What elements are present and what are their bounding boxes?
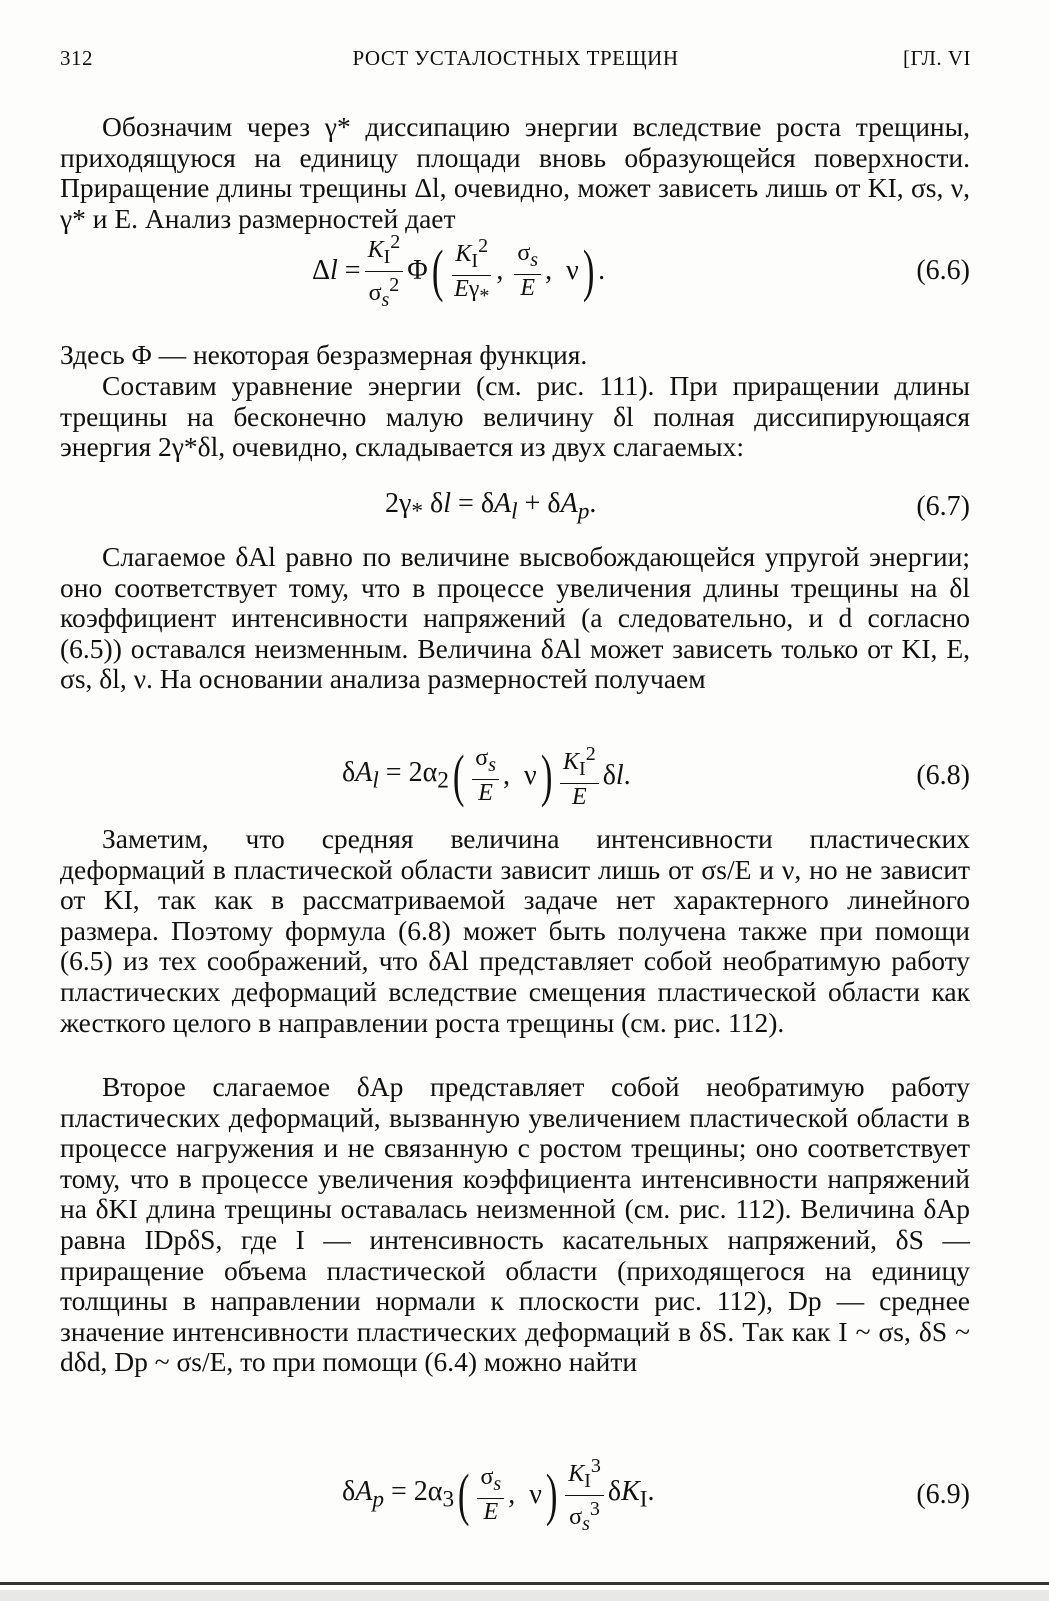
equation-number: (6.6) bbox=[916, 255, 970, 286]
paragraph-4: Слагаемое δAl равно по величине высвобождающейся упругой энергии; оно соответствует тому, что в процессе увеличения длины трещины на δl коэффициент интенсивности напряжений (а следовательно, и d согласно (6.5)) оставался неизменным. Величина δAl может зависеть только от KI, E, σs, δl, ν. На основании анализа размерностей получаем bbox=[60, 541, 970, 695]
paragraph-6: Второе слагаемое δAp представляет собой необратимую работу пластических деформаций, вызванную увеличением пластической области в процессе нагружения и не связанную с ростом трещины; оно соответствует тому, что в процессе увеличения коэффициента интенсивности напряжений на δKI длина трещины оставалась неизменной (см. рис. 112). Величина δAp равна IDpδS, где I — интенсивность касательных напряжений, δS — приращение объема пластической области (приходящегося на единицу толщины в направлении нормали к плоскости рис. 112), Dp — среднее значение интенсивности пластических деформаций в δS. Так как I ~ σs, δS ~ dδd, Dp ~ σs/E, то при помощи (6.4) можно найти bbox=[60, 1071, 970, 1378]
equation-6-7-formula: $2\gamma_*$ $\delta l = \delta A_l + \delta A_p$. bbox=[385, 488, 597, 525]
page-edge bbox=[0, 1590, 1049, 1601]
running-title: РОСТ УСТАЛОСТНЫХ ТРЕЩИН bbox=[352, 46, 679, 70]
equation-6-8 bbox=[60, 736, 970, 816]
paragraph-1: Обозначим через γ* диссипацию энергии вследствие роста трещины, приходящуюся на единицу площади вновь образующейся поверхности. Приращение длины трещины Δl, очевидно, может зависеть лишь от KI, σs, ν, γ* и E. Анализ размерностей дает bbox=[60, 111, 970, 234]
fraction: $\frac{K_I^2}{\sigma_s^2}$ bbox=[365, 229, 404, 314]
equation-number: (6.9) bbox=[916, 1479, 970, 1510]
fraction: $\frac{K_I^2}{E}$ bbox=[560, 741, 599, 811]
running-head bbox=[60, 46, 971, 76]
fraction: $\frac{K_I^3}{\sigma_s^3}$ bbox=[565, 1453, 604, 1538]
equation-6-6 bbox=[60, 230, 970, 311]
equation-6-9 bbox=[60, 1450, 970, 1540]
page-number: 312 bbox=[60, 46, 93, 70]
page-bottom-rule bbox=[0, 1582, 1049, 1585]
chapter-label: [ГЛ. VI bbox=[903, 46, 971, 70]
paragraph-2: Здесь Φ — некоторая безразмерная функция. bbox=[60, 339, 588, 370]
equation-6-8-formula: $\delta A_l = 2\alpha_2$ ( $\frac{\sigma_s}{E}$ , ν ) $\frac{K_I^2}{E}$ δl. bbox=[342, 743, 631, 810]
fraction: $\frac{K_I^2}{E\gamma_*}$ bbox=[454, 234, 490, 307]
equation-6-9-formula: $\delta A_p = 2\alpha_3$ ( $\frac{\sigma_s}{E}$ , ν ) $\frac{K_I^3}{\sigma_s^3}$ $\delta K_I$. bbox=[342, 1450, 655, 1540]
equation-6-6-formula: Δl = $\frac{K_I^2}{\sigma_s^2}$ Φ ( $\frac{K_I^2}{E\gamma_*}$ , $\frac{\sigma_s}{E}$ , ν ) . bbox=[312, 236, 605, 306]
equation-number: (6.7) bbox=[916, 491, 970, 522]
fraction: $\frac{\sigma_s}{E}$ bbox=[472, 745, 499, 807]
paragraph-5: Заметим, что средняя величина интенсивности пластических деформаций в пластической области зависит лишь от σs/E и ν, но не зависит от KI, так как в рассматриваемой задаче нет характерного линейного размера. Поэтому формула (6.8) может быть получена также при помощи (6.5) из тех соображений, что δAl представляет собой необратимую работу пластических деформаций вследствие смещения пластической области как жесткого целого в направлении роста трещины (см. рис. 112). bbox=[60, 823, 970, 1038]
fraction: $\frac{\sigma_s}{E}$ bbox=[514, 240, 541, 302]
equation-6-7 bbox=[60, 485, 970, 529]
equation-number: (6.8) bbox=[916, 760, 970, 791]
fraction: $\frac{\sigma_s}{E}$ bbox=[477, 1464, 504, 1526]
paragraph-3: Составим уравнение энергии (см. рис. 111). При приращении длины трещины на бесконечно малую величину δl полная диссипирующаяся энергия 2γ*δl, очевидно, складывается из двух слагаемых: bbox=[60, 370, 970, 463]
